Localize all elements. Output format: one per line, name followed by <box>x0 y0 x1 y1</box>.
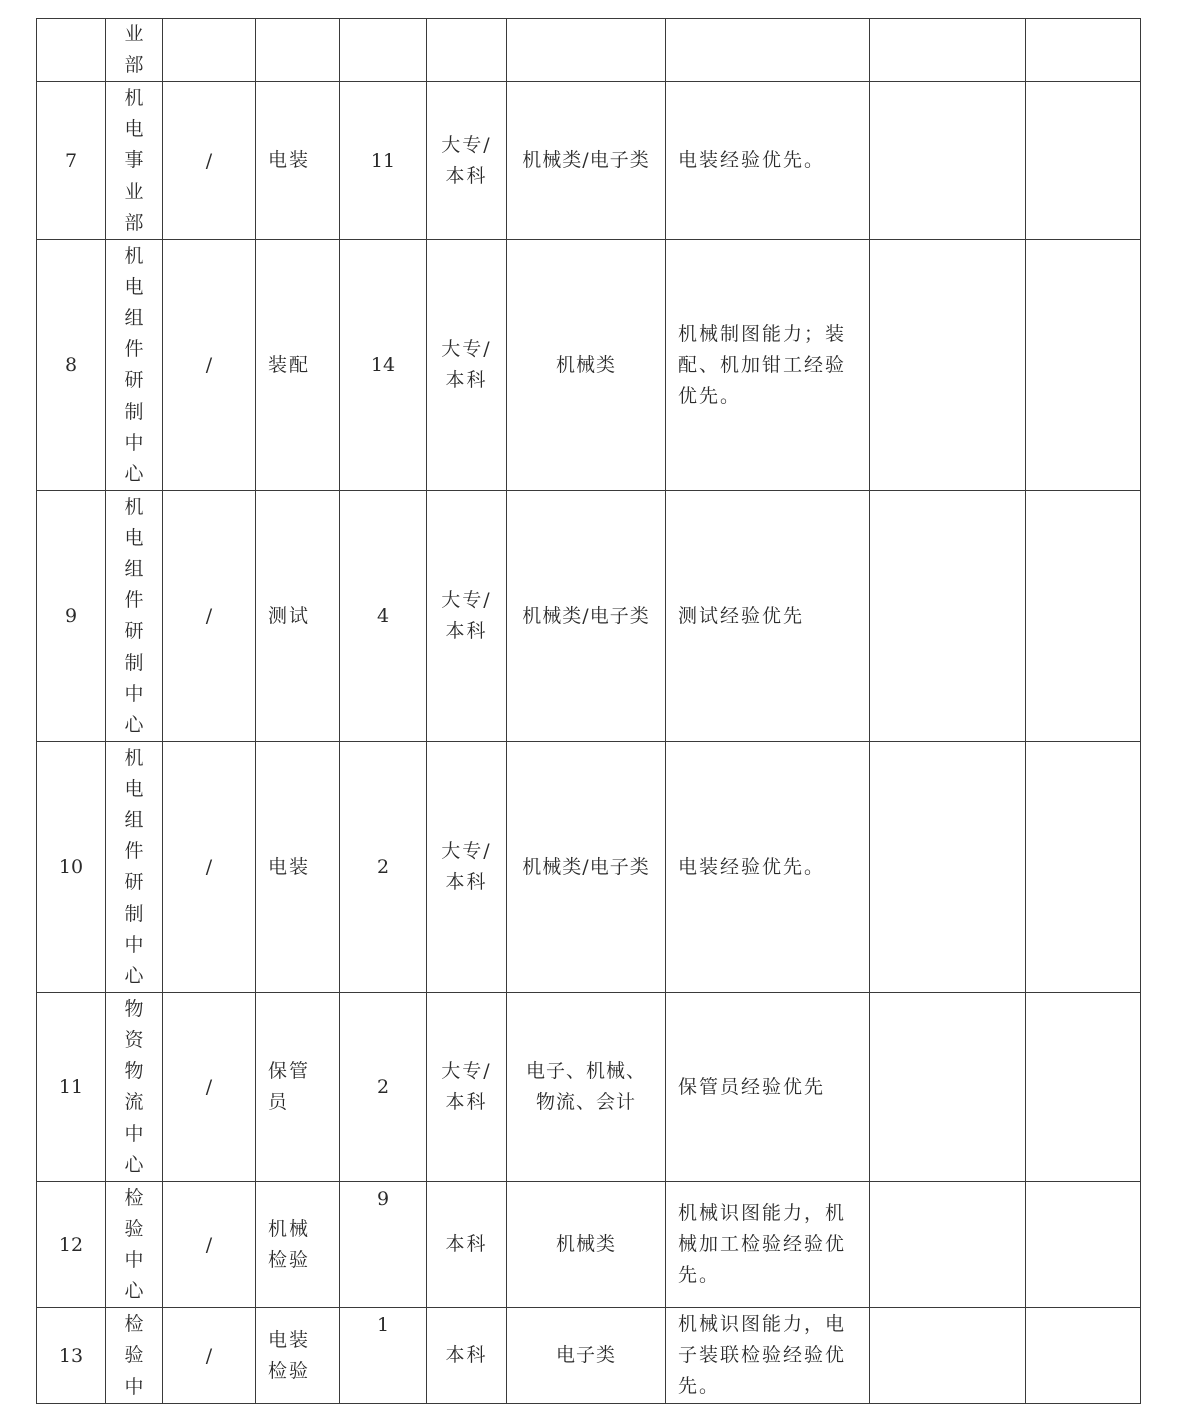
cell-education-text: 大专/本科 <box>441 589 492 643</box>
cell-position <box>256 82 340 240</box>
cell-no <box>37 993 106 1182</box>
cell-major-text: 机械类 <box>555 353 616 376</box>
cell-education-text: 本科 <box>445 1233 488 1256</box>
cell-count <box>340 19 427 82</box>
cell-dept <box>106 993 163 1182</box>
cell-position <box>256 240 340 491</box>
cell-col9 <box>870 742 1026 993</box>
cell-dept-text: 物资物流中心 <box>124 997 144 1176</box>
cell-no <box>37 742 106 993</box>
cell-col9 <box>870 1308 1026 1404</box>
cell-major-text: 机械类/电子类 <box>522 149 650 172</box>
table-row <box>37 1308 1141 1404</box>
cell-position-text: 电装 <box>268 855 311 878</box>
table-row <box>37 82 1141 240</box>
cell-col3-text: / <box>205 1233 213 1256</box>
cell-requirement <box>666 19 870 82</box>
cell-education <box>427 1308 507 1404</box>
cell-education <box>427 240 507 491</box>
cell-count <box>340 1308 427 1404</box>
cell-position <box>256 742 340 993</box>
cell-count-text: 11 <box>370 149 396 172</box>
cell-no-text: 9 <box>64 605 78 628</box>
cell-major-text: 机械类/电子类 <box>522 855 650 878</box>
cell-requirement-text: 测试经验优先 <box>678 604 805 627</box>
cell-col3-text: / <box>205 149 213 172</box>
cell-no <box>37 19 106 82</box>
cell-no-text: 12 <box>58 1233 84 1256</box>
cell-dept-text: 机电组件研制中心 <box>124 495 144 737</box>
cell-col3 <box>163 82 256 240</box>
cell-education-text: 大专/本科 <box>441 338 492 392</box>
cell-count <box>340 1182 427 1308</box>
cell-major <box>507 240 666 491</box>
cell-col10 <box>1026 1308 1141 1404</box>
cell-count <box>340 742 427 993</box>
cell-col3 <box>163 993 256 1182</box>
table-body <box>37 19 1141 1404</box>
cell-requirement <box>666 240 870 491</box>
cell-col9 <box>870 993 1026 1182</box>
cell-dept <box>106 1182 163 1308</box>
cell-education-text: 本科 <box>445 1344 488 1367</box>
cell-dept-text: 检验中 <box>124 1313 144 1398</box>
cell-no-text: 13 <box>58 1344 84 1367</box>
cell-col3 <box>163 1182 256 1308</box>
cell-major <box>507 742 666 993</box>
cell-count-text: 14 <box>370 354 396 377</box>
cell-dept-text: 机电组件研制中心 <box>124 746 144 988</box>
cell-no <box>37 82 106 240</box>
cell-requirement-text: 机械识图能力，电子装联检验经验优先。 <box>678 1313 847 1398</box>
cell-col3 <box>163 19 256 82</box>
cell-education <box>427 742 507 993</box>
cell-count <box>340 491 427 742</box>
cell-position <box>256 993 340 1182</box>
cell-position-text: 电装 <box>268 149 311 172</box>
cell-position-text: 保管员 <box>268 1060 311 1114</box>
cell-position-text: 电装检验 <box>268 1328 311 1382</box>
cell-dept <box>106 240 163 491</box>
cell-col3 <box>163 1308 256 1404</box>
cell-col3 <box>163 742 256 993</box>
cell-education-text: 大专/本科 <box>441 1060 492 1114</box>
cell-count <box>340 993 427 1182</box>
cell-position <box>256 19 340 82</box>
cell-major <box>507 1308 666 1404</box>
cell-col9 <box>870 82 1026 240</box>
cell-count <box>340 240 427 491</box>
cell-no-text: 7 <box>64 149 78 172</box>
cell-col9 <box>870 491 1026 742</box>
cell-position <box>256 491 340 742</box>
cell-requirement <box>666 491 870 742</box>
cell-education <box>427 993 507 1182</box>
cell-dept <box>106 742 163 993</box>
cell-education <box>427 82 507 240</box>
cell-no <box>37 1182 106 1308</box>
cell-dept-text: 检验中心 <box>124 1186 144 1303</box>
cell-dept-text: 业部 <box>124 23 144 77</box>
cell-count-text: 4 <box>376 605 390 628</box>
table-row <box>37 993 1141 1182</box>
cell-count <box>340 82 427 240</box>
cell-requirement-text: 机械制图能力；装配、机加钳工经验优先。 <box>678 322 847 407</box>
table-row <box>37 491 1141 742</box>
cell-requirement <box>666 1308 870 1404</box>
cell-col10 <box>1026 19 1141 82</box>
cell-col10 <box>1026 82 1141 240</box>
cell-education-text: 大专/本科 <box>441 840 492 894</box>
cell-dept <box>106 82 163 240</box>
cell-col3-text: / <box>205 856 213 879</box>
cell-major <box>507 1182 666 1308</box>
cell-col10 <box>1026 993 1141 1182</box>
cell-requirement <box>666 82 870 240</box>
cell-col3-text: / <box>205 1344 213 1367</box>
cell-dept-text: 机电事业部 <box>124 86 144 234</box>
cell-requirement-text: 机械识图能力，机械加工检验经验优先。 <box>678 1202 847 1287</box>
cell-position <box>256 1182 340 1308</box>
cell-col3-text: / <box>205 1076 213 1099</box>
cell-col3-text: / <box>205 605 213 628</box>
cell-col9 <box>870 19 1026 82</box>
cell-dept <box>106 19 163 82</box>
cell-no <box>37 491 106 742</box>
table-row <box>37 1182 1141 1308</box>
cell-no-text: 10 <box>58 856 84 879</box>
cell-position <box>256 1308 340 1404</box>
cell-major <box>507 82 666 240</box>
cell-education <box>427 19 507 82</box>
cell-position-text: 测试 <box>268 604 311 627</box>
cell-major-text: 机械类/电子类 <box>522 604 650 627</box>
cell-position-text: 机械检验 <box>268 1217 311 1271</box>
cell-dept <box>106 491 163 742</box>
cell-major <box>507 993 666 1182</box>
cell-requirement <box>666 1182 870 1308</box>
cell-requirement-text: 保管员经验优先 <box>678 1075 826 1098</box>
cell-col10 <box>1026 491 1141 742</box>
cell-no-text: 8 <box>64 354 78 377</box>
cell-requirement-text: 电装经验优先。 <box>678 855 826 878</box>
cell-education <box>427 1182 507 1308</box>
cell-major-text: 电子、机械、物流、会计 <box>525 1060 646 1114</box>
recruitment-table <box>36 18 1141 1404</box>
cell-count-text: 1 <box>376 1314 390 1337</box>
cell-dept-text: 机电组件研制中心 <box>124 244 144 486</box>
cell-requirement <box>666 742 870 993</box>
cell-no-text: 11 <box>58 1076 84 1099</box>
cell-dept <box>106 1308 163 1404</box>
table-row <box>37 240 1141 491</box>
cell-col3 <box>163 240 256 491</box>
cell-count-text: 9 <box>376 1188 390 1211</box>
cell-col9 <box>870 1182 1026 1308</box>
cell-major <box>507 491 666 742</box>
cell-education-text: 大专/本科 <box>441 133 492 187</box>
cell-education <box>427 491 507 742</box>
cell-col3 <box>163 491 256 742</box>
cell-col10 <box>1026 1182 1141 1308</box>
cell-count-text: 2 <box>376 1076 390 1099</box>
cell-position-text: 装配 <box>268 353 311 376</box>
cell-no <box>37 1308 106 1404</box>
cell-major-text: 机械类 <box>555 1233 616 1256</box>
cell-major-text: 电子类 <box>555 1344 616 1367</box>
cell-no <box>37 240 106 491</box>
cell-requirement-text: 电装经验优先。 <box>678 149 826 172</box>
table-row <box>37 19 1141 82</box>
cell-col10 <box>1026 742 1141 993</box>
cell-major <box>507 19 666 82</box>
table-row <box>37 742 1141 993</box>
cell-col9 <box>870 240 1026 491</box>
cell-col3-text: / <box>205 354 213 377</box>
cell-requirement <box>666 993 870 1182</box>
cell-count-text: 2 <box>376 856 390 879</box>
cell-col10 <box>1026 240 1141 491</box>
